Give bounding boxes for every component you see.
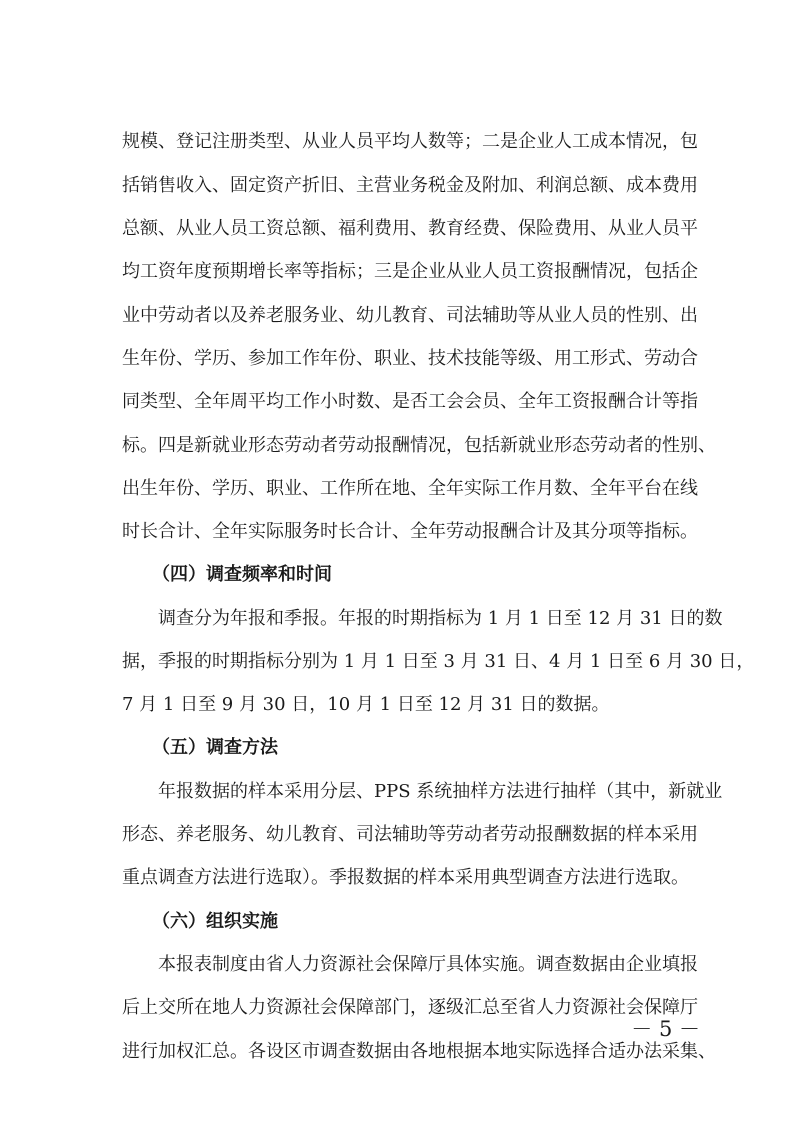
body-text-line: 业中劳动者以及养老服务业、幼儿教育、司法辅助等从业人员的性别、出 [122,305,698,326]
body-text-line: 标。四是新就业形态劳动者劳动报酬情况，包括新就业形态劳动者的性别、 [122,435,716,456]
body-text-line: 同类型、全年周平均工作小时数、是否工会会员、全年工资报酬合计等指 [122,391,698,412]
body-text-line: 出生年份、学历、职业、工作所在地、全年实际工作月数、全年平台在线 [122,478,698,499]
body-text-line: 总额、从业人员工资总额、福利费用、教育经费、保险费用、从业人员平 [122,218,698,239]
body-text-line: 时长合计、全年实际服务时长合计、全年劳动报酬合计及其分项等指标。 [122,521,698,542]
body-text-line: 7 月 1 日至 9 月 30 日，10 月 1 日至 12 月 31 日的数据。 [122,694,610,715]
section-heading: （五）调查方法 [152,737,278,758]
body-text-line: 进行加权汇总。各设区市调查数据由各地根据本地实际选择合适办法采集、 [122,1041,716,1062]
body-text-line: 年报数据的样本采用分层、PPS 系统抽样方法进行抽样（其中，新就业 [158,781,723,802]
body-text-line: 均工资年度预期增长率等指标；三是企业从业人员工资报酬情况，包括企 [122,261,698,282]
page-number: － 5 － [631,1017,700,1041]
body-text-line: 重点调查方法进行选取）。季报数据的样本采用典型调查方法进行选取。 [122,867,689,888]
section-heading: （六）组织实施 [152,911,278,932]
body-text-line: 本报表制度由省人力资源社会保障厅具体实施。调查数据由企业填报 [158,954,698,975]
body-text-line: 括销售收入、固定资产折旧、主营业务税金及附加、利润总额、成本费用 [122,175,698,196]
body-text-line: 形态、养老服务、幼儿教育、司法辅助等劳动者劳动报酬数据的样本采用 [122,824,698,845]
body-text-line: 规模、登记注册类型、从业人员平均人数等；二是企业人工成本情况，包 [122,131,698,152]
body-text-line: 生年份、学历、参加工作年份、职业、技术技能等级、用工形式、劳动合 [122,348,698,369]
section-heading: （四）调查频率和时间 [152,564,332,585]
body-text-line: 后上交所在地人力资源社会保障部门，逐级汇总至省人力资源社会保障厅 [122,997,698,1018]
body-text-line: 据，季报的时期指标分别为 1 月 1 日至 3 月 31 日、4 月 1 日至 6 月 30 日， [122,651,755,672]
body-text-line: 调查分为年报和季报。年报的时期指标为 1 月 1 日至 12 月 31 日的数 [158,608,723,629]
